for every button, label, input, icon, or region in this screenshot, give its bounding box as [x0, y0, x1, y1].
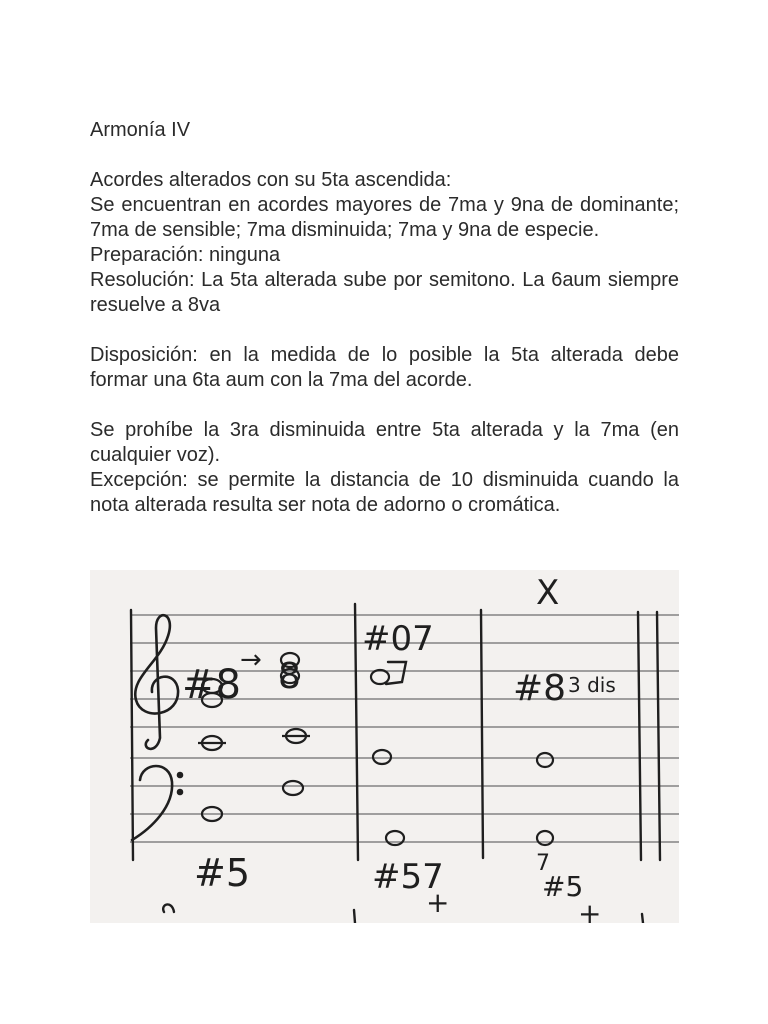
annotation-natural-eight: 8 — [278, 656, 301, 697]
annotation-arrow: → — [240, 645, 262, 675]
annotation-three-dis: 3 dis — [568, 673, 616, 697]
doc-title: Armonía IV — [90, 119, 191, 141]
annotation-label-3: #5 — [542, 870, 584, 903]
annotation-label-2: #57 — [372, 857, 444, 897]
doc-preparation: Preparación: ninguna — [90, 244, 281, 266]
doc-heading: Acordes alterados con su 5ta ascendida: — [90, 169, 452, 191]
annotation-label-3-seven: 7 — [536, 851, 550, 876]
doc-resolution: Resolución: La 5ta alterada sube por semitono. La 6aum siempre resuelve a 8va — [90, 269, 679, 316]
annotation-sharp-eight: #8 — [182, 662, 241, 708]
spacer — [90, 143, 679, 168]
note-heads — [198, 653, 553, 845]
annotation-label-1: #5 — [194, 851, 251, 895]
music-photo — [90, 570, 679, 923]
annotation-cross-mark: X — [536, 573, 560, 613]
annotation-plus-2: + — [578, 897, 602, 923]
document-body — [90, 118, 679, 518]
doc-prohibition: Se prohíbe la 3ra disminuida entre 5ta alterada y la 7ma (en cualquier voz). — [90, 419, 679, 466]
annotations — [182, 573, 616, 923]
spacer — [90, 393, 679, 418]
annotation-plus-1: + — [426, 886, 450, 919]
handwritten-music-staff-icon — [90, 570, 679, 923]
doc-paragraph-1: Se encuentran en acordes mayores de 7ma y 9na de dominante; 7ma de sensible; 7ma disminuida; 7ma y 9na de especie. — [90, 194, 679, 241]
annotation-sharp-eight-second: #8 — [513, 668, 567, 709]
annotation-sharp-zero-seven: #07 — [362, 619, 434, 659]
bass-staff — [130, 758, 679, 842]
treble-clef-icon — [135, 615, 178, 749]
doc-exception: Excepción: se permite la distancia de 10 disminuida cuando la nota alterada resulta ser nota de adorno o cromática. — [90, 469, 679, 516]
bass-clef-icon — [132, 766, 182, 840]
doc-disposition: Disposición: en la medida de lo posible la 5ta alterada debe formar una 6ta aum con la 7ma del acorde. — [90, 344, 679, 391]
spacer — [90, 318, 679, 343]
